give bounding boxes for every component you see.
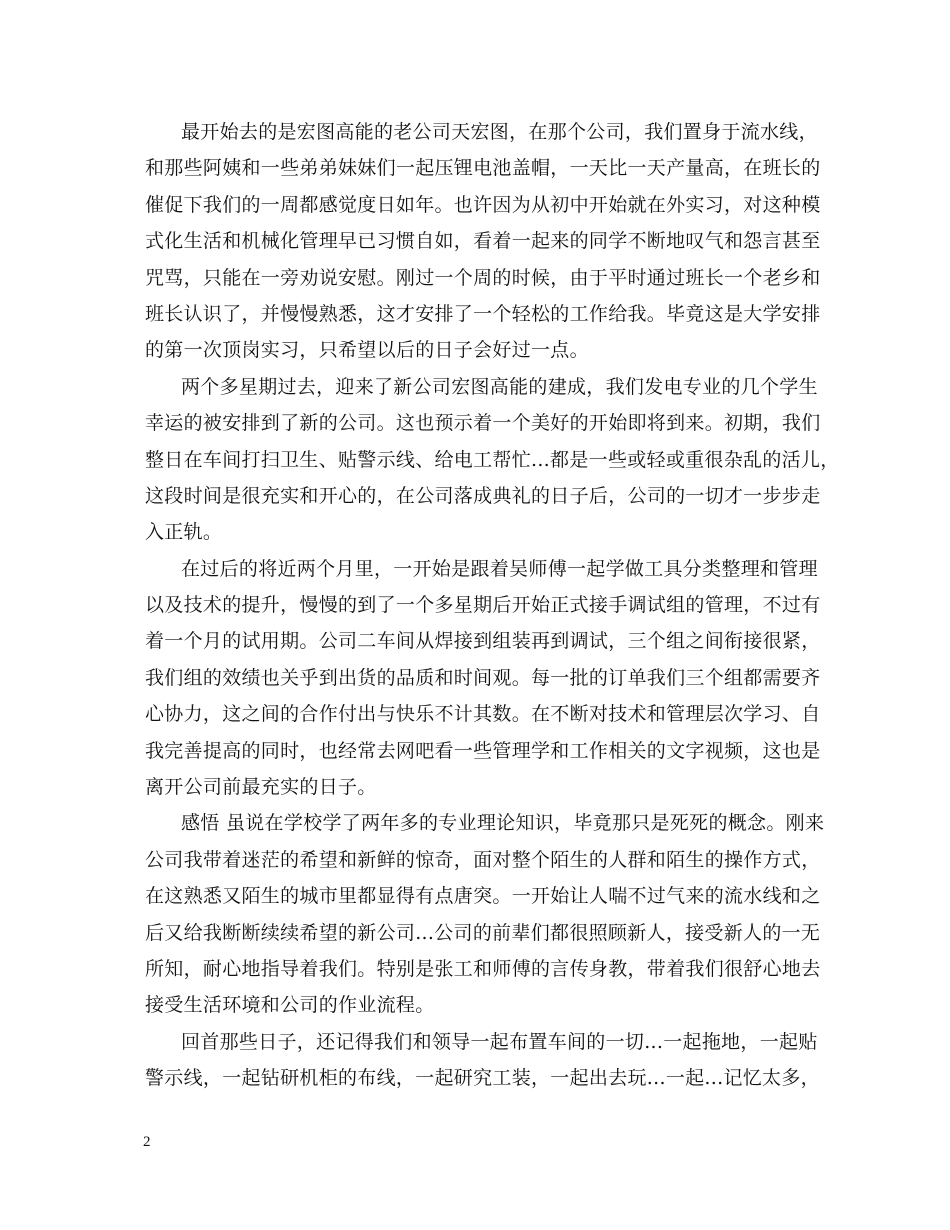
text-line: 最开始去的是宏图高能的老公司天宏图，在那个公司，我们置身于流水线， bbox=[181, 121, 818, 143]
text-line: 班长认识了，并慢慢熟悉，这才安排了一个轻松的工作给我。毕竟这是大学安排 bbox=[145, 302, 821, 325]
text-line: 幸运的被安排到了新的公司。这也预示着一个美好的开始即将到来。初期，我们 bbox=[145, 412, 821, 435]
text-line: 我完善提高的同时，也经常去网吧看一些管理学和工作相关的文字视频，这也是 bbox=[145, 739, 821, 762]
text-line: 整日在车间打扫卫生、贴警示线、给电工帮忙...都是一些或轻或重很杂乱的活儿， bbox=[145, 448, 840, 471]
text-line: 以及技术的提升，慢慢的到了一个多星期后开始正式接手调试组的管理，不过有 bbox=[145, 594, 821, 617]
paragraph bbox=[145, 805, 825, 1023]
text-line: 的第一次顶岗实习，只希望以后的日子会好过一点。 bbox=[145, 339, 589, 362]
text-line: 心协力，这之间的合作付出与快乐不计其数。在不断对技术和管理层次学习、自 bbox=[145, 703, 821, 726]
text-line: 和那些阿姨和一些弟弟妹妹们一起压锂电池盖帽，一天比一天产量高，在班长的 bbox=[145, 157, 821, 180]
text-line: 这段时间是很充实和开心的，在公司落成典礼的日子后，公司的一切才一步步走 bbox=[145, 484, 821, 507]
text-line: 催促下我们的一周都感觉度日如年。也许因为从初中开始就在外实习，对这种模 bbox=[145, 193, 821, 216]
text-line: 在过后的将近两个月里，一开始是跟着吴师傅一起学做工具分类整理和管理 bbox=[181, 557, 818, 580]
text-line: 两个多星期过去，迎来了新公司宏图高能的建成，我们发电专业的几个学生 bbox=[181, 375, 818, 398]
text-line: 感悟 虽说在学校学了两年多的专业理论知识，毕竟那只是死死的概念。刚来 bbox=[181, 812, 825, 835]
document-body bbox=[145, 114, 840, 1097]
text-line: 离开公司前最充实的日子。 bbox=[145, 776, 377, 799]
paragraph bbox=[145, 114, 821, 369]
text-line: 咒骂，只能在一旁劝说安慰。刚过一个周的时候，由于平时通过班长一个老乡和 bbox=[145, 266, 821, 289]
text-line: 入正轨。 bbox=[145, 521, 223, 544]
paragraph bbox=[145, 551, 821, 806]
text-line: 着一个月的试用期。公司二车间从焊接到组装再到调试，三个组之间衔接很紧， bbox=[145, 630, 821, 653]
page-number: 2 bbox=[143, 1134, 151, 1150]
text-line: 在这熟悉又陌生的城市里都显得有点唐突。一开始让人喘不过气来的流水线和之 bbox=[145, 885, 821, 908]
text-line: 回首那些日子，还记得我们和领导一起布置车间的一切...一起拖地，一起贴 bbox=[181, 1030, 818, 1053]
paragraph bbox=[145, 1024, 820, 1097]
text-line: 警示线，一起钻研机柜的布线，一起研究工装，一起出去玩...一起...记忆太多， bbox=[145, 1067, 820, 1090]
text-line: 后又给我断断续续希望的新公司...公司的前辈们都很照顾新人，接受新人的一无 bbox=[145, 921, 821, 944]
text-line: 接受生活环境和公司的作业流程。 bbox=[145, 994, 435, 1017]
text-line: 式化生活和机械化管理早已习惯自如，看着一起来的同学不断地叹气和怨言甚至 bbox=[145, 230, 821, 253]
text-line: 所知，耐心地指导着我们。特别是张工和师傅的言传身教，带着我们很舒心地去 bbox=[145, 957, 821, 980]
paragraph bbox=[145, 369, 840, 551]
text-line: 公司我带着迷茫的希望和新鲜的惊奇，面对整个陌生的人群和陌生的操作方式， bbox=[145, 848, 821, 871]
text-line: 我们组的效绩也关乎到出货的品质和时间观。每一批的订单我们三个组都需要齐 bbox=[145, 666, 821, 689]
